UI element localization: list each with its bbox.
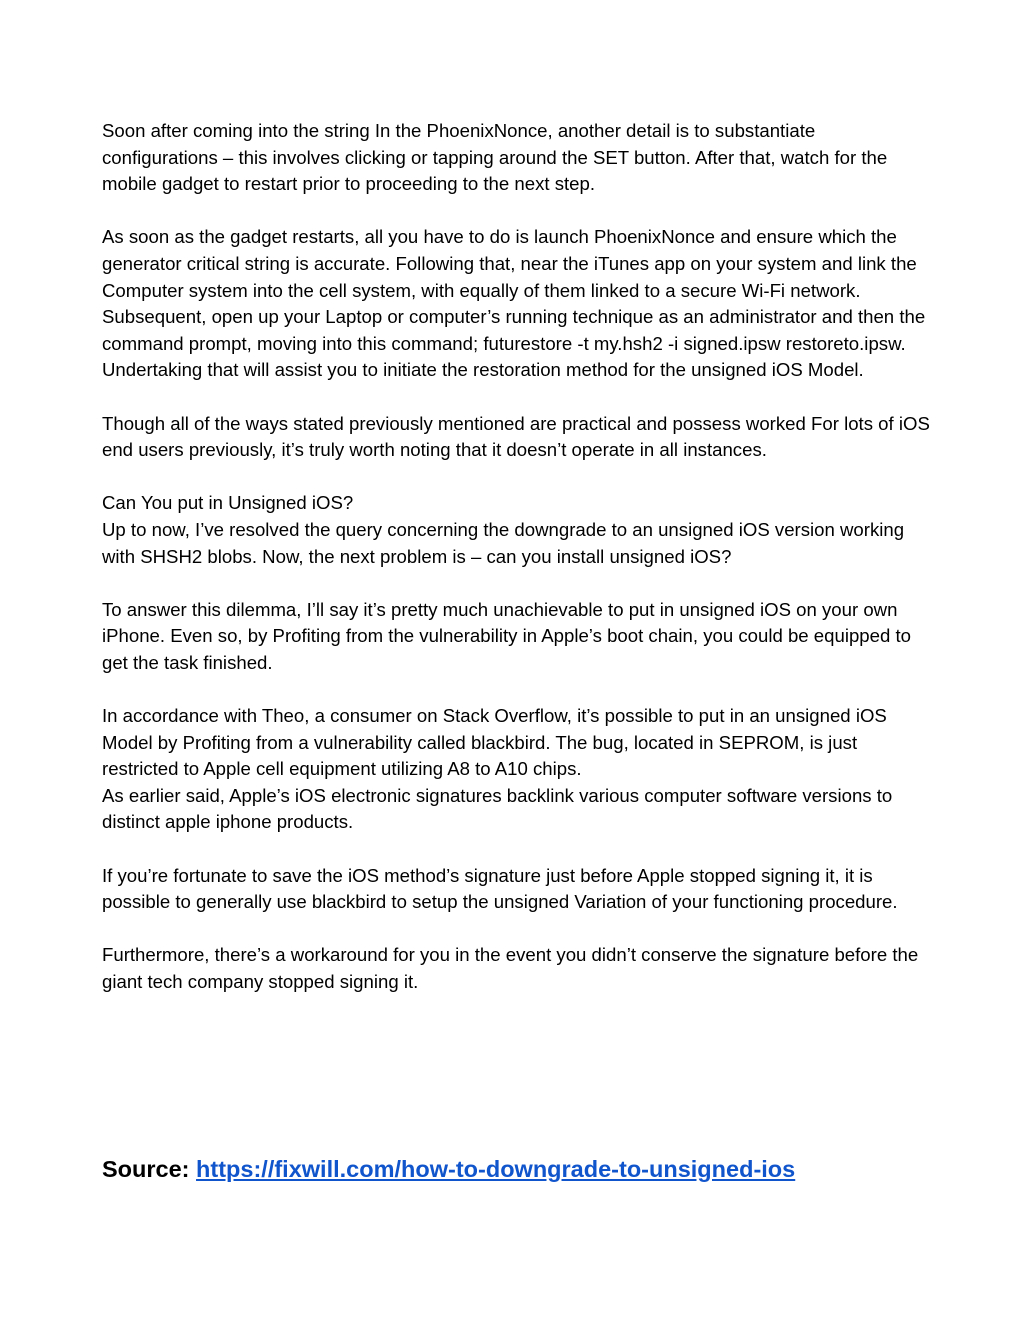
paragraph-gadget-restarts: As soon as the gadget restarts, all you have to do is launch PhoenixNonce and ensure which the generator critical string is accurate. Following that, near the iTunes app on your system and link the Computer system into the cell system, with equally of them linked to a secure Wi-Fi network.: [102, 226, 917, 301]
paragraph-workaround: Furthermore, there’s a workaround for you in the event you didn’t conserve the signature before the giant tech company stopped signing it.: [102, 944, 919, 992]
source-link[interactable]: https://fixwill.com/how-to-downgrade-to-unsigned-ios: [196, 1156, 796, 1182]
paragraph-spacer: [102, 836, 932, 863]
paragraph-spacer: [102, 198, 932, 225]
paragraph-blackbird-vulnerability: In accordance with Theo, a consumer on Stack Overflow, it’s possible to put in an unsigned iOS Model by Profiting from a vulnerability called blackbird. The bug, located in SEPROM, is just restricted to Apple cell equipment utilizing A8 to A10 chips.: [102, 705, 887, 780]
paragraph-set-configuration: Soon after coming into the string In the PhoenixNonce, another detail is to substantiate configurations – this involves clicking or tapping around the SET button. After that, watch for the mobile gadget to restart prior to proceeding to the next step.: [102, 120, 888, 195]
paragraph-answer-dilemma: To answer this dilemma, I’ll say it’s pretty much unachievable to put in unsigned iOS on your own iPhone. Even so, by Profiting from the vulnerability in Apple’s boot chain, you could be equipped to get the task finished.: [102, 598, 912, 673]
paragraph-spacer: [102, 676, 932, 703]
paragraph-digital-signatures: As earlier said, Apple’s iOS electronic signatures backlink various computer software versions to distinct apple iphone products.: [102, 784, 893, 833]
paragraph-command-prompt: Subsequent, open up your Laptop or computer’s running technique as an administrator and then the command prompt, moving into this command; futurestore -t my.hsh2 -i signed.ipsw restoreto.ipsw. Undertaking that will assist you to initiate the restoration method for the unsigned iOS Model.: [102, 306, 926, 381]
document-body: [102, 118, 932, 996]
paragraph-spacer: [102, 570, 932, 597]
paragraph-not-all-instances: Though all of the ways stated previously mentioned are practical and possess worked For lots of iOS end users previously, it’s truly worth noting that it doesn’t operate in all instances.: [102, 412, 930, 461]
paragraph-spacer: [102, 916, 932, 943]
paragraph-spacer: [102, 464, 932, 491]
section-heading-unsigned-ios: Can You put in Unsigned iOS?: [102, 492, 354, 514]
paragraph-shsh2-blobs: Up to now, I’ve resolved the query concerning the downgrade to an unsigned iOS version working with SHSH2 blobs. Now, the next problem is – can you install unsigned iOS?: [102, 518, 905, 567]
source-label: Source:: [102, 1156, 190, 1182]
paragraph-spacer: [102, 384, 932, 411]
source-line: [102, 1153, 795, 1185]
paragraph-save-signature: If you’re fortunate to save the iOS method’s signature just before Apple stopped signing it, it is possible to generally use blackbird to setup the unsigned Variation of your functioning procedure.: [102, 864, 898, 913]
